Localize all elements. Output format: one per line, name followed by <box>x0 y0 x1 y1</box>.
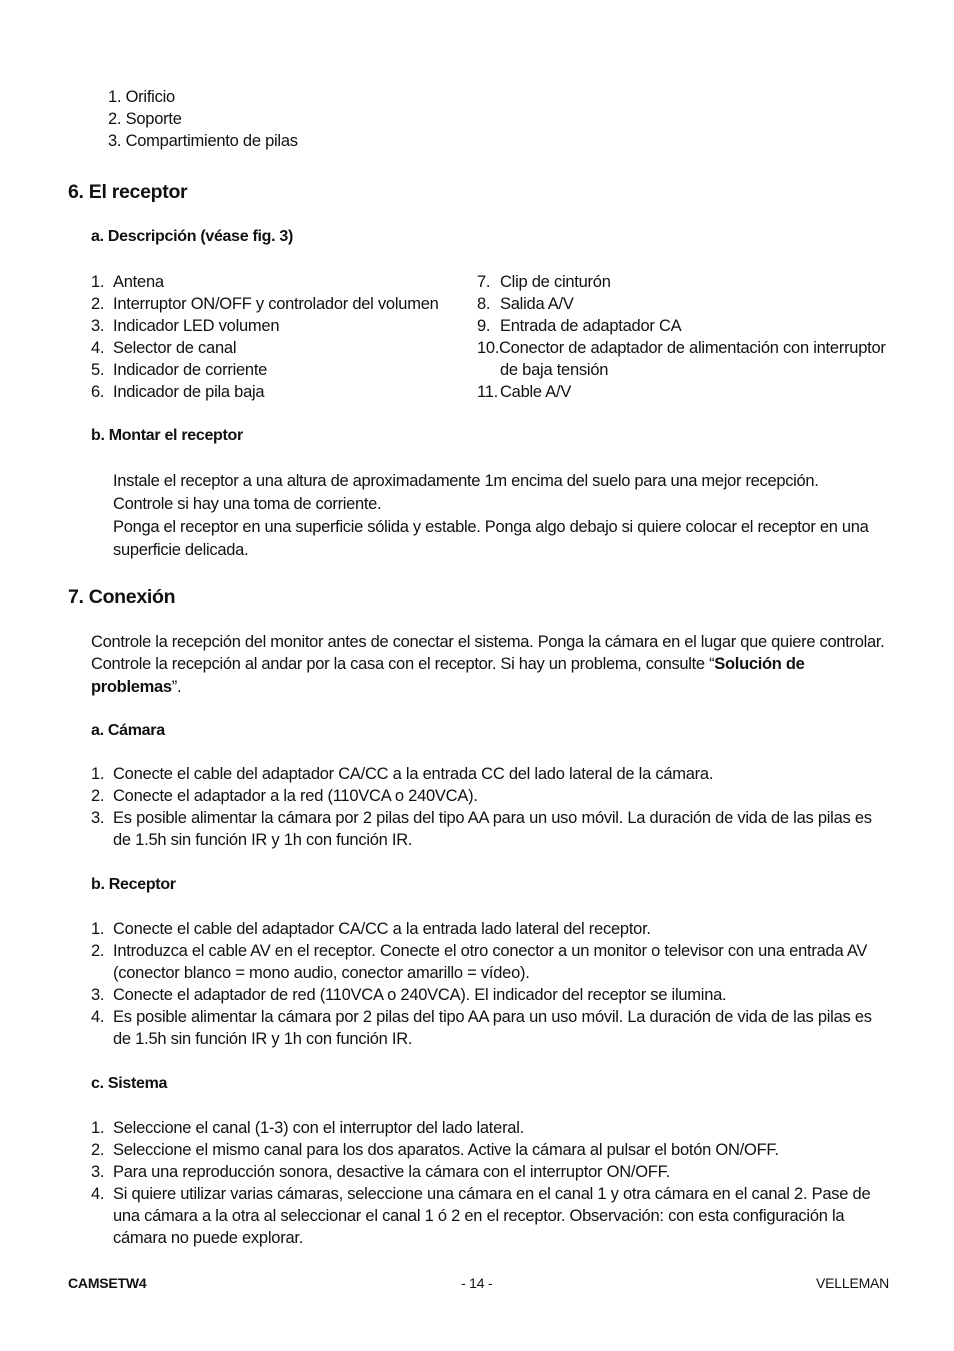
list-item: Conecte el adaptador de red (110VCA o 240VCA). El indicador del receptor se ilumina. <box>113 986 727 1004</box>
subsection-heading-montar: b. Montar el receptor <box>91 427 243 444</box>
list-item: Indicador de corriente <box>113 361 268 379</box>
list-item: Indicador de pila baja <box>113 383 265 401</box>
list-item-continuation: (conector blanco = mono audio, conector amarillo = vídeo). <box>113 964 530 982</box>
list-item: Conecte el cable del adaptador CA/CC a la entrada lado lateral del receptor. <box>113 920 651 938</box>
list-item: 2. Soporte <box>108 110 182 128</box>
list-item: Antena <box>113 273 164 291</box>
list-item-continuation: de 1.5h sin función IR y 1h con función IR. <box>113 1030 413 1048</box>
footer-model: CAMSETW4 <box>68 1275 147 1291</box>
list-number: 11. <box>477 383 498 401</box>
list-item: Seleccione el mismo canal para los dos aparatos. Active la cámara al pulsar el botón ON/OFF. <box>113 1141 779 1159</box>
list-number: 7. <box>477 273 491 291</box>
list-number: 4. <box>91 339 105 357</box>
list-item: 3. Compartimiento de pilas <box>108 132 298 150</box>
list-item: Conector de adaptador de alimentación con interruptor <box>499 339 886 357</box>
list-number: 2. <box>91 787 105 805</box>
list-number: 2. <box>91 942 105 960</box>
list-item: Si quiere utilizar varias cámaras, seleccione una cámara en el canal 1 y otra cámara en el canal 2. Pase de <box>113 1185 871 1203</box>
list-number: 2. <box>91 1141 105 1159</box>
list-number: 9. <box>477 317 491 335</box>
list-item-continuation: de 1.5h sin función IR y 1h con función IR. <box>113 831 413 849</box>
footer-brand: VELLEMAN <box>816 1275 890 1291</box>
list-item: 1. Orificio <box>108 88 175 106</box>
paragraph-text: ”. <box>171 678 182 696</box>
list-item-continuation: una cámara a la otra al seleccionar el canal 1 ó 2 en el receptor. Observación: con esta configuración la <box>113 1207 845 1225</box>
paragraph-text: Controle la recepción al andar por la casa con el receptor. Si hay un problema, consulte “ <box>91 655 715 673</box>
list-item: Es posible alimentar la cámara por 2 pilas del tipo AA para un uso móvil. La duración de vida de las pilas es <box>113 1008 872 1026</box>
list-number: 8. <box>477 295 491 313</box>
list-number: 3. <box>91 1163 105 1181</box>
list-number: 1. <box>91 1119 105 1137</box>
list-item: Clip de cinturón <box>500 273 611 291</box>
list-number: 4. <box>91 1185 105 1203</box>
page-number: - 14 - <box>461 1275 493 1291</box>
paragraph-line <box>91 653 805 676</box>
list-number: 6. <box>91 383 105 401</box>
list-item-continuation: de baja tensión <box>500 361 609 379</box>
subsection-heading-sistema: c. Sistema <box>91 1075 168 1092</box>
list-number: 3. <box>91 317 105 335</box>
list-item: Cable A/V <box>500 383 572 401</box>
paragraph-line <box>91 676 181 699</box>
paragraph-line: Controle la recepción del monitor antes de conectar el sistema. Ponga la cámara en el lugar que quiere controlar. <box>91 633 885 651</box>
paragraph-line: Instale el receptor a una altura de aproximadamente 1m encima del suelo para una mejor recepción. <box>113 472 819 490</box>
subsection-heading-descripcion: a. Descripción (véase fig. 3) <box>91 228 294 245</box>
list-item: Selector de canal <box>113 339 237 357</box>
bold-reference: problemas <box>91 678 172 696</box>
list-item: Es posible alimentar la cámara por 2 pilas del tipo AA para un uso móvil. La duración de vida de las pilas es <box>113 809 872 827</box>
list-item: Entrada de adaptador CA <box>500 317 682 335</box>
list-number: 4. <box>91 1008 105 1026</box>
list-item: Para una reproducción sonora, desactive la cámara con el interruptor ON/OFF. <box>113 1163 670 1181</box>
list-item: Conecte el adaptador a la red (110VCA o 240VCA). <box>113 787 478 805</box>
list-number: 2. <box>91 295 105 313</box>
list-item-continuation: cámara no puede explorar. <box>113 1229 304 1247</box>
list-number: 1. <box>91 273 105 291</box>
list-item: Conecte el cable del adaptador CA/CC a la entrada CC del lado lateral de la cámara. <box>113 765 714 783</box>
list-item: Introduzca el cable AV en el receptor. Conecte el otro conector a un monitor o televisor con una entrada AV <box>113 942 868 960</box>
subsection-heading-camara: a. Cámara <box>91 722 165 739</box>
list-number: 3. <box>91 809 105 827</box>
list-number: 1. <box>91 920 105 938</box>
bold-reference: Solución de <box>714 655 805 673</box>
paragraph-line: Controle si hay una toma de corriente. <box>113 495 382 513</box>
list-item: Salida A/V <box>500 295 574 313</box>
section-heading-conexion: 7. Conexión <box>68 586 176 608</box>
paragraph-line: Ponga el receptor en una superficie sólida y estable. Ponga algo debajo si quiere colocar el receptor en una <box>113 518 869 536</box>
list-number: 3. <box>91 986 105 1004</box>
subsection-heading-receptor: b. Receptor <box>91 876 176 893</box>
section-heading-receptor: 6. El receptor <box>68 181 188 203</box>
list-item: Seleccione el canal (1-3) con el interruptor del lado lateral. <box>113 1119 524 1137</box>
list-item: Interruptor ON/OFF y controlador del volumen <box>113 295 439 313</box>
paragraph-line: superficie delicada. <box>113 541 249 559</box>
list-item: Indicador LED volumen <box>113 317 280 335</box>
list-number: 5. <box>91 361 105 379</box>
list-number: 1. <box>91 765 105 783</box>
list-number: 10. <box>477 339 500 357</box>
